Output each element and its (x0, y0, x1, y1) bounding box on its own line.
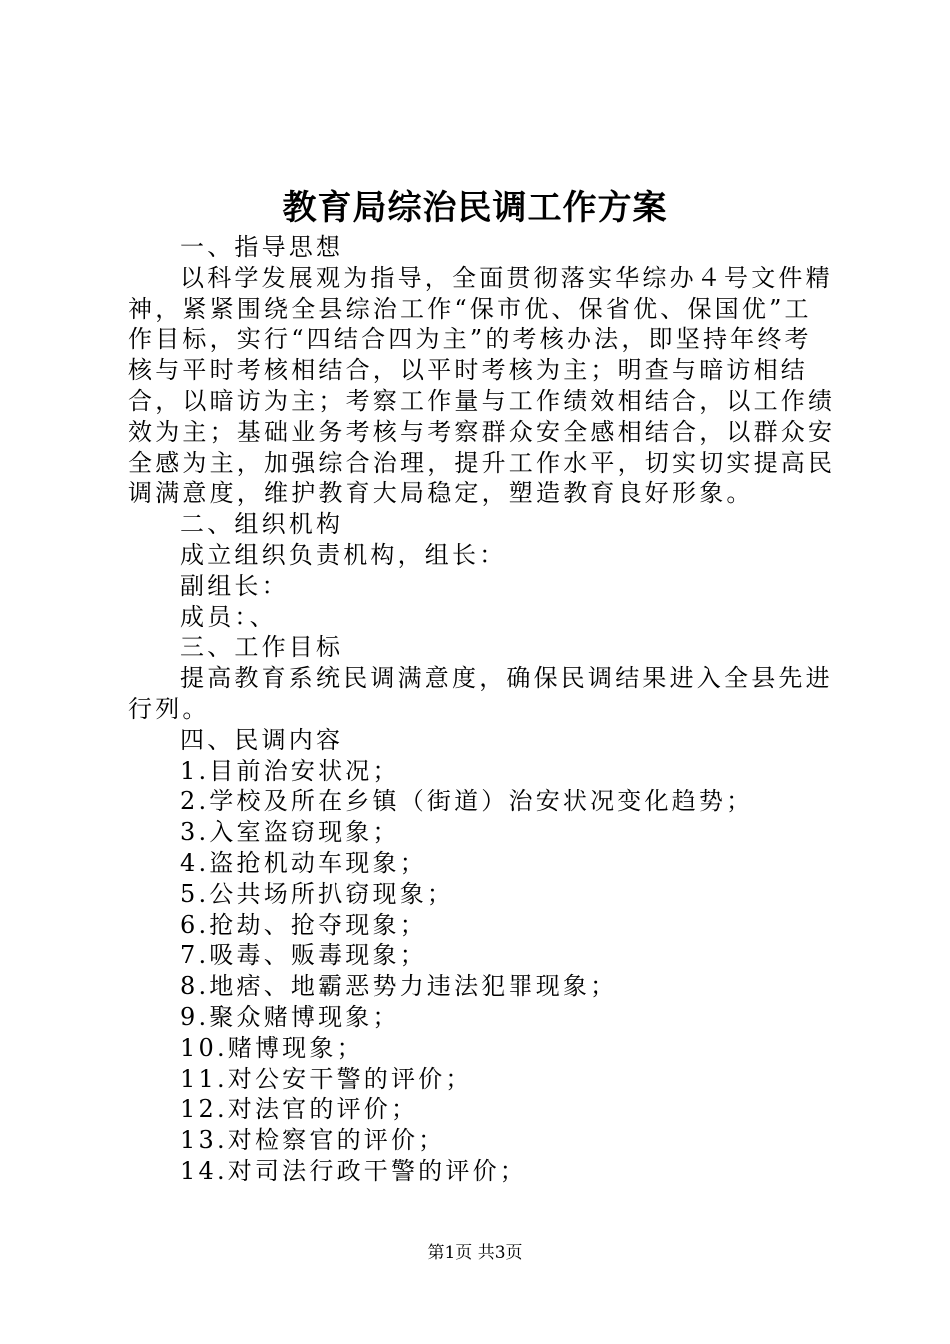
list-item: 1.目前治安状况； (180, 756, 400, 785)
list-item: 4.盗抢机动车现象； (180, 848, 427, 877)
paragraph: 副组长： (180, 571, 289, 600)
section-heading: 一、指导思想 (180, 233, 344, 261)
document-body (128, 232, 838, 1187)
section-heading: 四、民调内容 (180, 725, 344, 754)
list-item: 8.地痞、地霸恶势力违法犯罪现象； (180, 972, 618, 1001)
list-item: 5.公共场所扒窃现象； (180, 879, 455, 908)
page-footer: 第1页 共3页 (427, 1243, 523, 1263)
list-item: 13.对检察官的评价； (180, 1126, 446, 1155)
list-item: 7.吸毒、贩毒现象； (180, 941, 427, 970)
section-heading: 二、组织机构 (180, 510, 344, 539)
paragraph: 以科学发展观为指导，全面贯彻落实华综办４号文件精神，紧紧围绕全县综治工作“保市优、保省优、保国优”工作目标，实行“四结合四为主”的考核办法，即坚持年终考核与平时考核相结合，以平时考核为主；明查与暗访相结合，以暗访为主；考察工作量与工作绩效相结合，以工作绩效为主；基础业务考核与考察群众安全感相结合，以群众安全感为主，加强综合治理，提升工作水平，切实切实提高民调满意度，维护教育大局稳定，塑造教育良好形象。 (128, 263, 836, 508)
list-item: 3.入室盗窃现象； (180, 818, 400, 847)
list-item: 11.对公安干警的评价； (180, 1064, 473, 1093)
list-item: 9.聚众赌博现象； (180, 1002, 400, 1031)
list-item: 2.学校及所在乡镇（街道）治安状况变化趋势； (180, 787, 754, 816)
document-title: 教育局综治民调工作方案 (282, 188, 668, 228)
list-item: 14.对司法行政干警的评价； (180, 1156, 527, 1185)
section-heading: 三、工作目标 (180, 633, 344, 662)
paragraph: 成立组织负责机构，组长： (180, 540, 507, 569)
list-item: 6.抢劫、抢夺现象； (180, 910, 427, 939)
paragraph: 提高教育系统民调满意度，确保民调结果进入全县先进行列。 (128, 664, 833, 723)
list-item: 12.对法官的评价； (180, 1095, 419, 1124)
list-item: 10.赌博现象； (180, 1033, 364, 1062)
paragraph: 成员：、 (180, 602, 277, 631)
